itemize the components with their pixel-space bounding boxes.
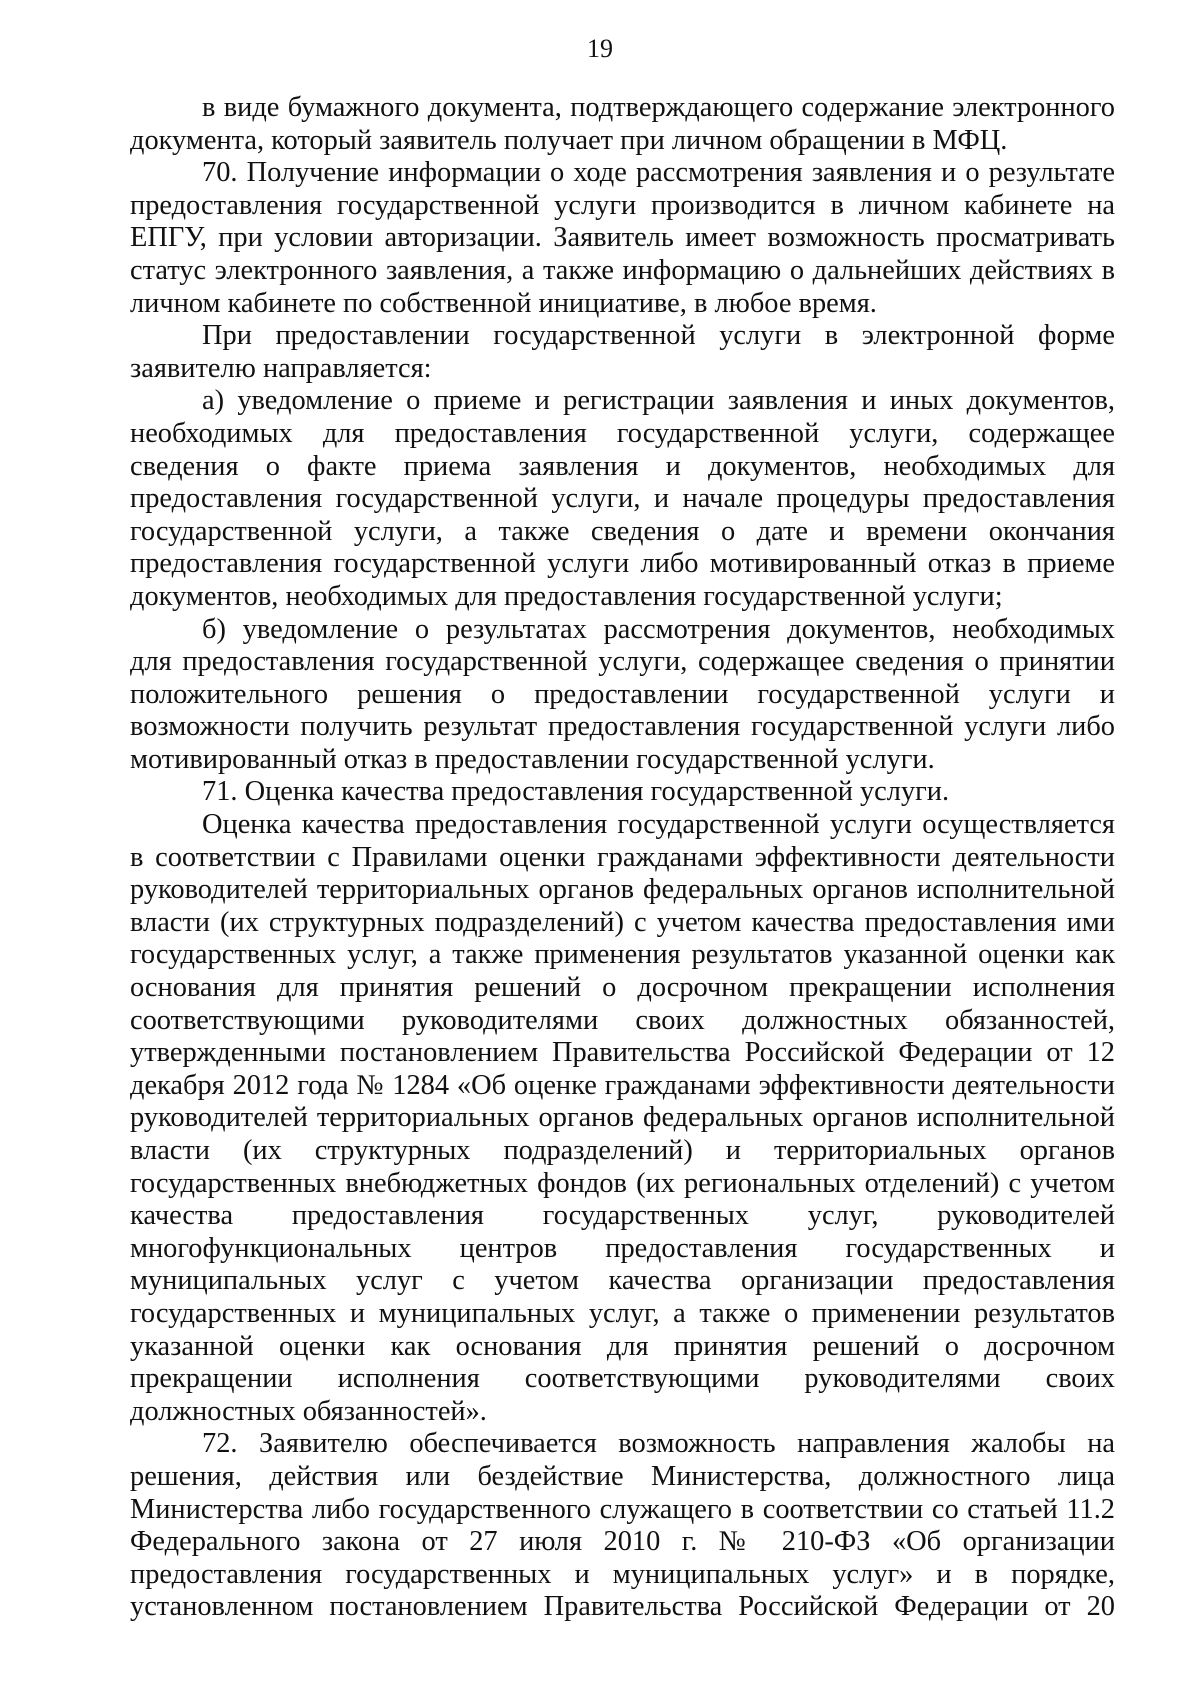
- text-line: мотивированный отказ в предоставлении государственной услуги.: [130, 743, 935, 775]
- text-line: прекращении исполнения соответствующими руководителями своих: [130, 1363, 1115, 1395]
- paragraph-p71b: [130, 809, 1115, 1428]
- paragraph-pa: [130, 385, 1115, 613]
- text-line: личном кабинете по собственной инициативе, в любое время.: [130, 287, 877, 319]
- text-line: муниципальных услуг с учетом качества организации предоставления: [130, 1265, 1115, 1297]
- text-line: предоставления государственных и муниципальных услуг» и в порядке,: [130, 1558, 1115, 1590]
- text-line: предоставления государственной услуги производится в личном кабинете на: [130, 189, 1115, 221]
- text-line: в соответствии с Правилами оценки гражданами эффективности деятельности: [130, 841, 1115, 873]
- text-line: соответствующими руководителями своих должностных обязанностей,: [130, 1004, 1115, 1036]
- text-line: решения, действия или бездействие Министерства, должностного лица: [130, 1460, 1115, 1492]
- text-line: 72. Заявителю обеспечивается возможность направления жалобы на: [202, 1428, 1115, 1460]
- text-line: б) уведомление о результатах рассмотрения документов, необходимых: [202, 613, 1115, 645]
- text-line: предоставления государственной услуги либо мотивированный отказ в приеме: [130, 548, 1115, 580]
- text-line: сведения о факте приема заявления и документов, необходимых для: [130, 450, 1115, 482]
- text-line: декабря 2012 года № 1284 «Об оценке гражданами эффективности деятельности: [130, 1069, 1115, 1101]
- paragraph-p0: [130, 92, 1115, 157]
- paragraph-p72: [130, 1428, 1115, 1624]
- paragraph-p71: [130, 776, 1115, 809]
- text-line: государственных услуг, а также применения результатов указанной оценки как: [130, 939, 1115, 971]
- text-line: 70. Получение информации о ходе рассмотрения заявления и о результате: [202, 157, 1115, 189]
- text-line: положительного решения о предоставлении государственной услуги и: [130, 678, 1115, 710]
- text-line: предоставления государственной услуги, и начале процедуры предоставления: [130, 483, 1115, 515]
- text-line: Федерального закона от 27 июля 2010 г. № 210-ФЗ «Об организации: [130, 1526, 1115, 1558]
- text-line: заявителю направляется:: [130, 352, 432, 384]
- text-line: установленном постановлением Правительства Российской Федерации от 20: [130, 1591, 1115, 1623]
- text-line: государственной услуги, а также сведения о дате и времени окончания: [130, 515, 1115, 547]
- text-line: должностных обязанностей».: [130, 1395, 487, 1427]
- document-body: [130, 92, 1115, 1624]
- text-line: государственных и муниципальных услуг, а также о применении результатов: [130, 1297, 1115, 1329]
- paragraph-p70: [130, 157, 1115, 320]
- text-line: многофункциональных центров предоставления государственных и: [130, 1232, 1115, 1264]
- text-line: документа, который заявитель получает при личном обращении в МФЦ.: [130, 124, 1008, 156]
- text-line: Оценка качества предоставления государственной услуги осуществляется: [202, 809, 1115, 841]
- text-line: государственных внебюджетных фондов (их региональных отделений) с учетом: [130, 1167, 1115, 1199]
- text-line: основания для принятия решений о досрочном прекращении исполнения: [130, 972, 1115, 1004]
- paragraph-p70b: [130, 320, 1115, 385]
- text-line: возможности получить результат предоставления государственной услуги либо: [130, 711, 1115, 743]
- text-line: для предоставления государственной услуги, содержащее сведения о принятии: [130, 646, 1115, 678]
- page-number: 19: [587, 34, 613, 63]
- text-line: указанной оценки как основания для принятия решений о досрочном: [130, 1330, 1115, 1362]
- text-line: в виде бумажного документа, подтверждающего содержание электронного: [202, 92, 1115, 123]
- text-line: власти (их структурных подразделений) и территориальных органов: [130, 1135, 1115, 1166]
- text-line: 71. Оценка качества предоставления государственной услуги.: [202, 776, 950, 808]
- text-line: документов, необходимых для предоставления государственной услуги;: [130, 580, 1003, 612]
- text-line: руководителей территориальных органов федеральных органов исполнительной: [130, 1102, 1115, 1134]
- text-line: статус электронного заявления, а также информацию о дальнейших действиях в: [130, 254, 1115, 286]
- text-line: качества предоставления государственных услуг, руководителей: [130, 1200, 1115, 1232]
- text-line: а) уведомление о приеме и регистрации заявления и иных документов,: [202, 385, 1115, 417]
- text-line: При предоставлении государственной услуги в электронной форме: [202, 320, 1115, 352]
- text-line: ЕПГУ, при условии авторизации. Заявитель имеет возможность просматривать: [130, 222, 1115, 254]
- text-line: руководителей территориальных органов федеральных органов исполнительной: [130, 874, 1115, 906]
- text-line: необходимых для предоставления государственной услуги, содержащее: [130, 417, 1115, 449]
- text-line: власти (их структурных подразделений) с учетом качества предоставления ими: [130, 906, 1115, 938]
- paragraph-pb: [130, 614, 1115, 777]
- text-line: Министерства либо государственного служащего в соответствии со статьей 11.2: [130, 1493, 1115, 1525]
- text-line: утвержденными постановлением Правительства Российской Федерации от 12: [130, 1037, 1115, 1069]
